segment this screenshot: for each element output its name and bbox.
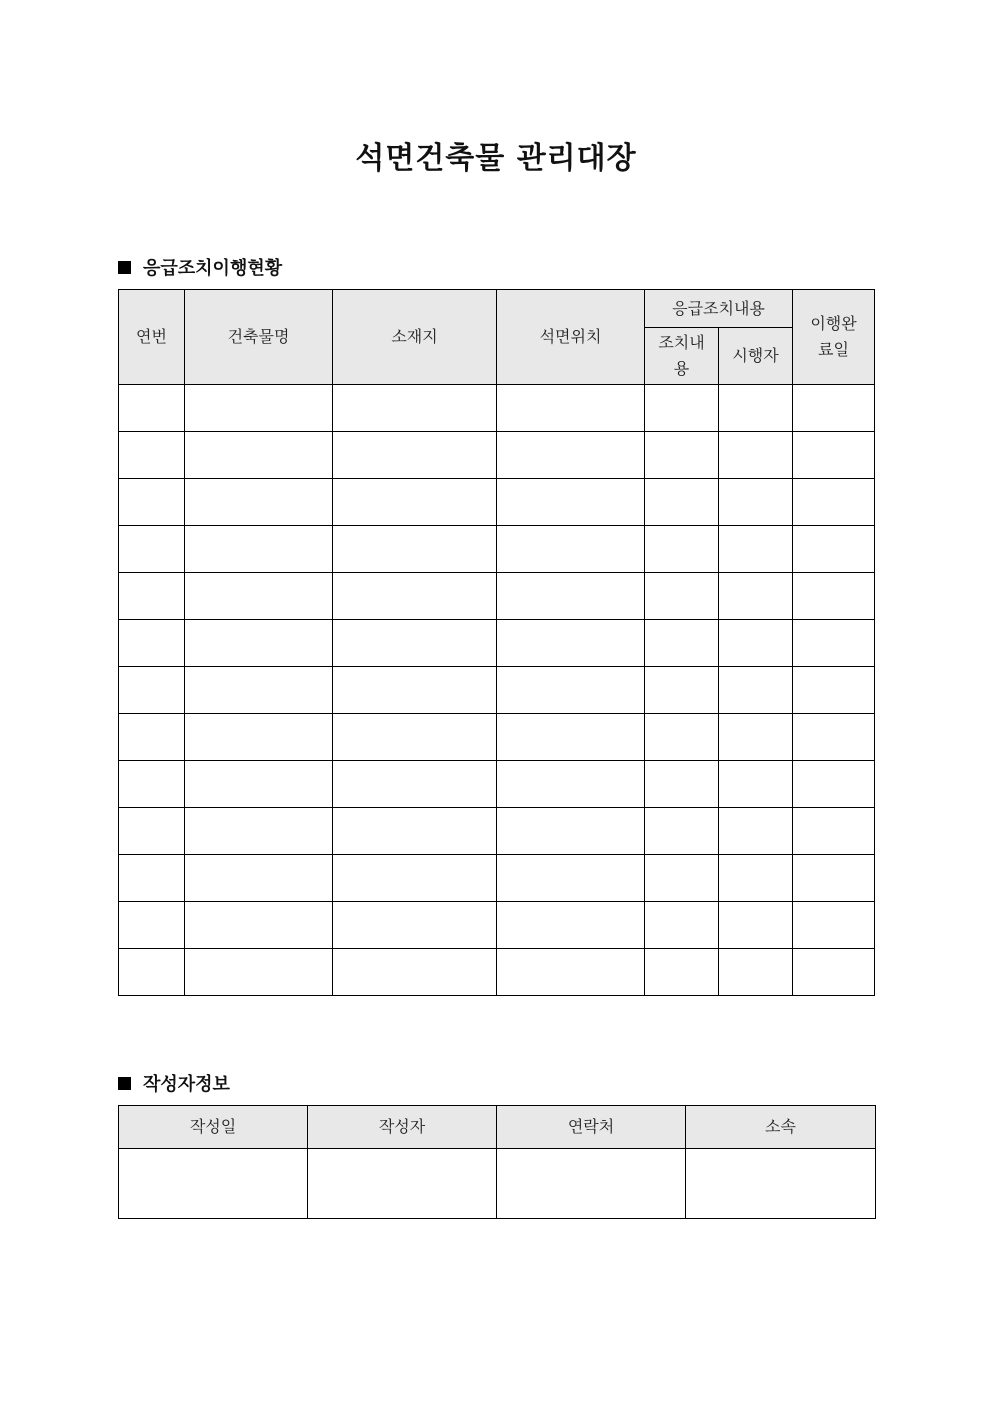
location-cell[interactable] bbox=[333, 808, 497, 855]
asbestos-position-cell[interactable] bbox=[497, 714, 645, 761]
completion-date-cell[interactable] bbox=[793, 714, 875, 761]
performer-cell[interactable] bbox=[719, 761, 793, 808]
completion-date-cell[interactable] bbox=[793, 526, 875, 573]
no-cell[interactable] bbox=[119, 479, 185, 526]
location-cell[interactable] bbox=[333, 573, 497, 620]
no-cell[interactable] bbox=[119, 573, 185, 620]
location-cell[interactable] bbox=[333, 479, 497, 526]
no-cell[interactable] bbox=[119, 385, 185, 432]
contact-cell[interactable] bbox=[497, 1149, 686, 1219]
header-completion-date bbox=[793, 290, 875, 385]
asbestos-position-cell[interactable] bbox=[497, 526, 645, 573]
asbestos-position-cell[interactable] bbox=[497, 949, 645, 996]
table-row bbox=[119, 385, 875, 432]
asbestos-position-cell[interactable] bbox=[497, 432, 645, 479]
building-name-cell[interactable] bbox=[185, 479, 333, 526]
section-heading-emergency-label: 응급조치이행현황 bbox=[143, 258, 283, 279]
action-content-cell[interactable] bbox=[645, 620, 719, 667]
action-content-cell[interactable] bbox=[645, 479, 719, 526]
black-square-icon bbox=[118, 1077, 131, 1090]
action-content-cell[interactable] bbox=[645, 808, 719, 855]
no-cell[interactable] bbox=[119, 620, 185, 667]
writer-info-table bbox=[118, 1105, 876, 1219]
header-action-content bbox=[645, 328, 719, 385]
table-row bbox=[119, 479, 875, 526]
header-emergency-group: 응급조치내용 bbox=[645, 290, 793, 328]
building-name-cell[interactable] bbox=[185, 855, 333, 902]
action-content-cell[interactable] bbox=[645, 855, 719, 902]
location-cell[interactable] bbox=[333, 432, 497, 479]
asbestos-position-cell[interactable] bbox=[497, 620, 645, 667]
completion-date-cell[interactable] bbox=[793, 949, 875, 996]
section-heading-writer bbox=[118, 1070, 230, 1096]
building-name-cell[interactable] bbox=[185, 761, 333, 808]
header-written-date: 작성일 bbox=[119, 1106, 308, 1149]
performer-cell[interactable] bbox=[719, 620, 793, 667]
building-name-cell[interactable] bbox=[185, 385, 333, 432]
asbestos-position-cell[interactable] bbox=[497, 479, 645, 526]
header-action-content-label: 조치내용 bbox=[658, 333, 705, 378]
performer-cell[interactable] bbox=[719, 573, 793, 620]
completion-date-cell[interactable] bbox=[793, 573, 875, 620]
performer-cell[interactable] bbox=[719, 855, 793, 902]
completion-date-cell[interactable] bbox=[793, 432, 875, 479]
no-cell[interactable] bbox=[119, 855, 185, 902]
building-name-cell[interactable] bbox=[185, 432, 333, 479]
action-content-cell[interactable] bbox=[645, 432, 719, 479]
location-cell[interactable] bbox=[333, 526, 497, 573]
writer-row bbox=[119, 1149, 876, 1219]
completion-date-cell[interactable] bbox=[793, 479, 875, 526]
asbestos-position-cell[interactable] bbox=[497, 385, 645, 432]
completion-date-cell[interactable] bbox=[793, 385, 875, 432]
section-heading-emergency bbox=[118, 254, 282, 280]
performer-cell[interactable] bbox=[719, 526, 793, 573]
completion-date-cell[interactable] bbox=[793, 667, 875, 714]
affiliation-cell[interactable] bbox=[686, 1149, 876, 1219]
section-heading-writer-label: 작성자정보 bbox=[143, 1074, 230, 1095]
performer-cell[interactable] bbox=[719, 479, 793, 526]
performer-cell[interactable] bbox=[719, 714, 793, 761]
location-cell[interactable] bbox=[333, 667, 497, 714]
written-date-cell[interactable] bbox=[119, 1149, 308, 1219]
building-name-cell[interactable] bbox=[185, 902, 333, 949]
black-square-icon bbox=[118, 261, 131, 274]
table-row bbox=[119, 761, 875, 808]
no-cell[interactable] bbox=[119, 761, 185, 808]
building-name-cell[interactable] bbox=[185, 620, 333, 667]
location-cell[interactable] bbox=[333, 949, 497, 996]
action-content-cell[interactable] bbox=[645, 526, 719, 573]
action-content-cell[interactable] bbox=[645, 714, 719, 761]
asbestos-position-cell[interactable] bbox=[497, 902, 645, 949]
table-row bbox=[119, 902, 875, 949]
header-no: 연번 bbox=[119, 290, 185, 385]
building-name-cell[interactable] bbox=[185, 667, 333, 714]
location-cell[interactable] bbox=[333, 714, 497, 761]
table-row bbox=[119, 808, 875, 855]
header-writer: 작성자 bbox=[308, 1106, 497, 1149]
building-name-cell[interactable] bbox=[185, 714, 333, 761]
table-row bbox=[119, 620, 875, 667]
action-content-cell[interactable] bbox=[645, 667, 719, 714]
building-name-cell[interactable] bbox=[185, 808, 333, 855]
table-row bbox=[119, 432, 875, 479]
table-row bbox=[119, 667, 875, 714]
asbestos-position-cell[interactable] bbox=[497, 667, 645, 714]
building-name-cell[interactable] bbox=[185, 949, 333, 996]
building-name-cell[interactable] bbox=[185, 573, 333, 620]
action-content-cell[interactable] bbox=[645, 949, 719, 996]
performer-cell[interactable] bbox=[719, 432, 793, 479]
emergency-table-body bbox=[119, 385, 875, 996]
location-cell[interactable] bbox=[333, 761, 497, 808]
completion-date-cell[interactable] bbox=[793, 808, 875, 855]
no-cell[interactable] bbox=[119, 526, 185, 573]
performer-cell[interactable] bbox=[719, 949, 793, 996]
completion-date-cell[interactable] bbox=[793, 761, 875, 808]
action-content-cell[interactable] bbox=[645, 761, 719, 808]
performer-cell[interactable] bbox=[719, 667, 793, 714]
no-cell[interactable] bbox=[119, 714, 185, 761]
location-cell[interactable] bbox=[333, 902, 497, 949]
building-name-cell[interactable] bbox=[185, 526, 333, 573]
location-cell[interactable] bbox=[333, 385, 497, 432]
header-affiliation: 소속 bbox=[686, 1106, 876, 1149]
asbestos-position-cell[interactable] bbox=[497, 573, 645, 620]
no-cell[interactable] bbox=[119, 432, 185, 479]
header-contact: 연락처 bbox=[497, 1106, 686, 1149]
table-row bbox=[119, 949, 875, 996]
performer-cell[interactable] bbox=[719, 385, 793, 432]
completion-date-cell[interactable] bbox=[793, 620, 875, 667]
completion-date-cell[interactable] bbox=[793, 902, 875, 949]
no-cell[interactable] bbox=[119, 949, 185, 996]
location-cell[interactable] bbox=[333, 855, 497, 902]
location-cell[interactable] bbox=[333, 620, 497, 667]
header-performer: 시행자 bbox=[719, 328, 793, 385]
header-asbestos-position: 석면위치 bbox=[497, 290, 645, 385]
asbestos-position-cell[interactable] bbox=[497, 808, 645, 855]
asbestos-position-cell[interactable] bbox=[497, 855, 645, 902]
asbestos-position-cell[interactable] bbox=[497, 761, 645, 808]
performer-cell[interactable] bbox=[719, 902, 793, 949]
writer-cell[interactable] bbox=[308, 1149, 497, 1219]
no-cell[interactable] bbox=[119, 902, 185, 949]
table-row bbox=[119, 855, 875, 902]
emergency-action-table bbox=[118, 289, 875, 996]
performer-cell[interactable] bbox=[719, 808, 793, 855]
document-title: 석면건축물 관리대장 bbox=[355, 141, 637, 176]
header-building-name: 건축물명 bbox=[185, 290, 333, 385]
action-content-cell[interactable] bbox=[645, 902, 719, 949]
action-content-cell[interactable] bbox=[645, 385, 719, 432]
header-location: 소재지 bbox=[333, 290, 497, 385]
no-cell[interactable] bbox=[119, 667, 185, 714]
header-completion-date-label: 이행완료일 bbox=[810, 314, 857, 359]
table-row bbox=[119, 526, 875, 573]
no-cell[interactable] bbox=[119, 808, 185, 855]
completion-date-cell[interactable] bbox=[793, 855, 875, 902]
action-content-cell[interactable] bbox=[645, 573, 719, 620]
table-row bbox=[119, 573, 875, 620]
table-row bbox=[119, 714, 875, 761]
